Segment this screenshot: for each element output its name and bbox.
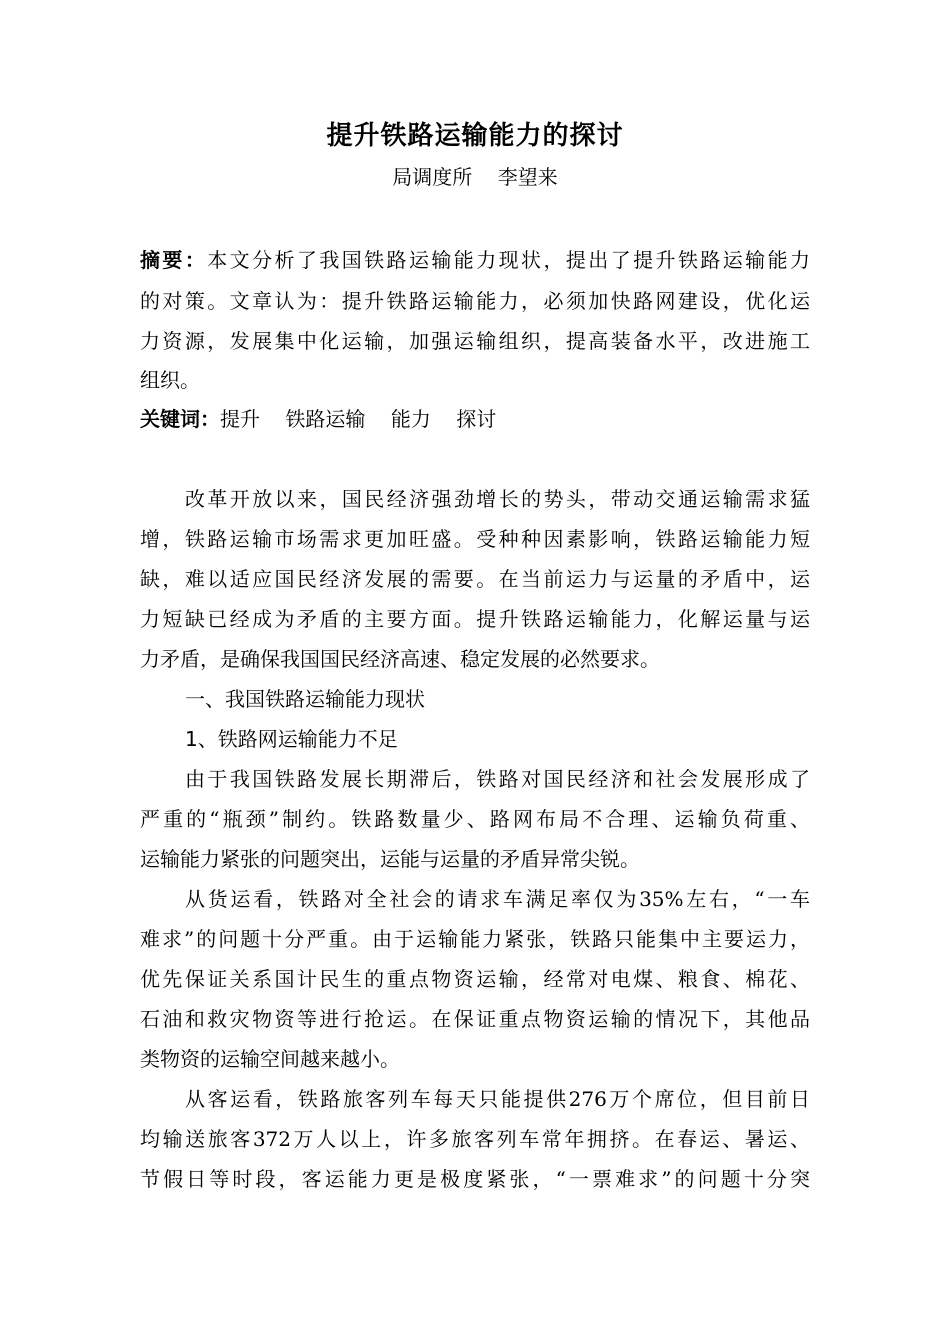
author-byline: 局调度所 李望来 xyxy=(392,165,558,189)
body-line: 改革开放以来，国民经济强劲增长的势头，带动交通运输需求猛 xyxy=(185,487,810,511)
body-line: 从货运看，铁路对全社会的请求车满足率仅为35%左右，“一车 xyxy=(185,887,810,911)
body-line: 难求”的问题十分严重。由于运输能力紧张，铁路只能集中主要运力， xyxy=(140,927,810,951)
body-line: 力矛盾，是确保我国国民经济高速、稳定发展的必然要求。 xyxy=(140,647,660,671)
abstract-line: 组织。 xyxy=(140,368,200,392)
body-line: 运输能力紧张的问题突出，运能与运量的矛盾异常尖锐。 xyxy=(140,847,640,871)
subsection-heading: 1、铁路网运输能力不足 xyxy=(185,727,398,751)
body-line: 力短缺已经成为矛盾的主要方面。提升铁路运输能力，化解运量与运 xyxy=(140,607,810,631)
body-line: 缺，难以适应国民经济发展的需要。在当前运力与运量的矛盾中，运 xyxy=(140,567,810,591)
body-line: 节假日等时段，客运能力更是极度紧张，“一票难求”的问题十分突 xyxy=(140,1167,810,1191)
body-line: 增，铁路运输市场需求更加旺盛。受种种因素影响，铁路运输能力短 xyxy=(140,527,810,551)
abstract-label: 摘要： xyxy=(140,248,208,272)
abstract-text: 本文分析了我国铁路运输能力现状，提出了提升铁路运输能力 xyxy=(207,248,811,272)
body-line: 石油和救灾物资等进行抢运。在保证重点物资运输的情况下，其他品 xyxy=(140,1007,810,1031)
section-heading: 一、我国铁路运输能力现状 xyxy=(185,687,425,711)
body-line: 由于我国铁路发展长期滞后，铁路对国民经济和社会发展形成了 xyxy=(185,767,810,791)
document-title: 提升铁路运输能力的探讨 xyxy=(326,121,624,151)
body-line: 严重的“瓶颈”制约。铁路数量少、路网布局不合理、运输负荷重、 xyxy=(140,807,810,831)
body-line: 从客运看，铁路旅客列车每天只能提供276万个席位，但目前日 xyxy=(185,1087,810,1111)
abstract-line: 的对策。文章认为：提升铁路运输能力，必须加快路网建设，优化运 xyxy=(140,289,810,313)
keywords-line xyxy=(140,402,496,436)
body-line: 优先保证关系国计民生的重点物资运输，经常对电煤、粮食、棉花、 xyxy=(140,967,810,991)
body-line: 均输送旅客372万人以上，许多旅客列车常年拥挤。在春运、暑运、 xyxy=(140,1127,810,1151)
abstract-line: 力资源，发展集中化运输，加强运输组织，提高装备水平，改进施工 xyxy=(140,329,810,353)
body-line: 类物资的运输空间越来越小。 xyxy=(140,1047,400,1071)
keywords-label: 关键词： xyxy=(140,407,220,431)
keywords-text: 提升 铁路运输 能力 探讨 xyxy=(220,407,497,431)
abstract-line xyxy=(140,243,810,277)
